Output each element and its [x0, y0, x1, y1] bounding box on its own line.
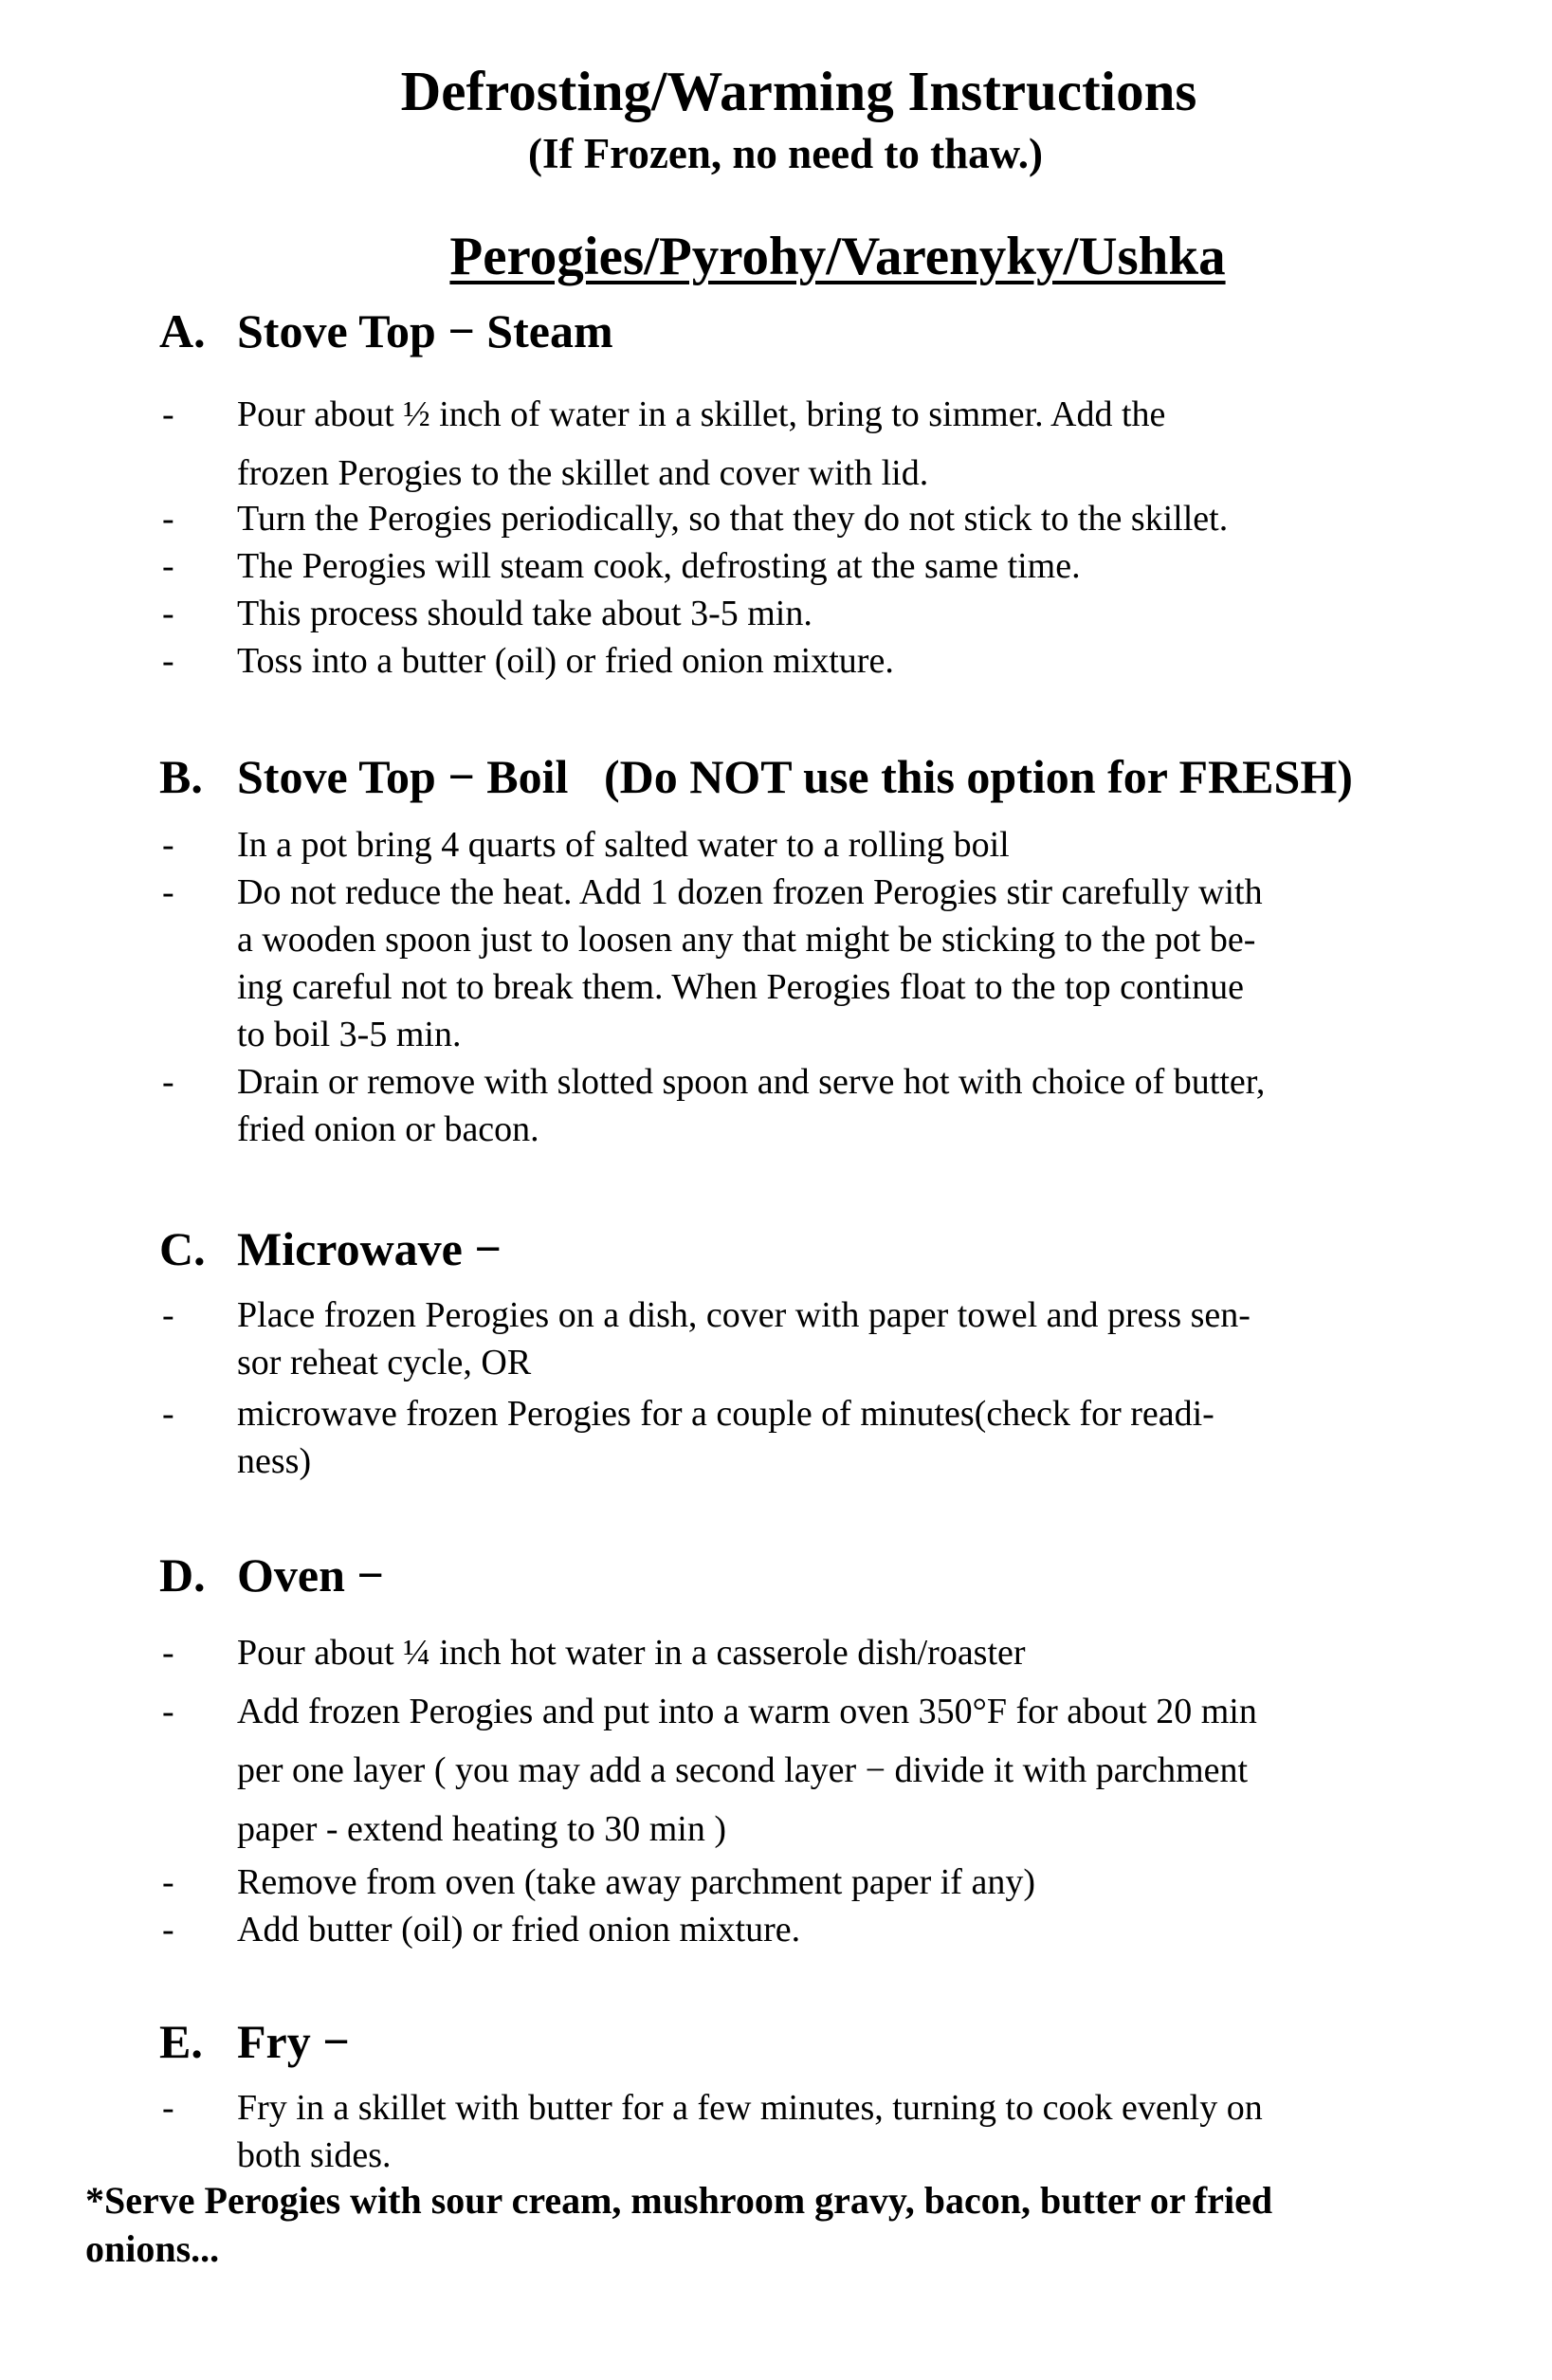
list-item-text: This process should take about 3-5 min.: [237, 594, 813, 633]
list-item-text: sor reheat cycle, OR: [237, 1343, 532, 1382]
list-item-text: Do not reduce the heat. Add 1 dozen frozen Perogies stir carefully with: [237, 872, 1263, 912]
list-item-text: Turn the Perogies periodically, so that they do not stick to the skillet.: [237, 499, 1229, 539]
section-letter: E.: [159, 2015, 203, 2068]
section-e-heading: [159, 2014, 350, 2069]
section-a-heading: [159, 303, 613, 358]
list-item-text: Add butter (oil) or fried onion mixture.: [237, 1910, 801, 1950]
section-letter: D.: [159, 1548, 206, 1602]
list-item-text: In a pot bring 4 quarts of salted water to a rolling boil: [237, 825, 1010, 865]
list-item-text: microwave frozen Perogies for a couple of minutes(check for readi-: [237, 1394, 1214, 1434]
list-item-text: Remove from oven (take away parchment paper if any): [237, 1862, 1035, 1902]
list-item-text: Drain or remove with slotted spoon and serve hot with choice of butter,: [237, 1062, 1266, 1102]
section-b-heading: [159, 749, 1353, 804]
serving-note-line: *Serve Perogies with sour cream, mushroom gravy, bacon, butter or fried: [85, 2179, 1273, 2222]
list-item-text: paper - extend heating to 30 min ): [237, 1809, 727, 1849]
list-item-text: ness): [237, 1441, 312, 1481]
page-subtitle: (If Frozen, no need to thaw.): [528, 130, 1043, 177]
serving-note-line: onions...: [85, 2227, 220, 2270]
section-letter: A.: [159, 304, 206, 357]
list-item-text: a wooden spoon just to loosen any that might be sticking to the pot be-: [237, 920, 1256, 960]
list-item-text: Toss into a butter (oil) or fried onion mixture.: [237, 641, 894, 681]
list-item-text: to boil 3-5 min.: [237, 1015, 462, 1054]
product-title: Perogies/Pyrohy/Varenyky/Ushka: [449, 227, 1226, 286]
section-title: Fry −: [237, 2015, 350, 2068]
section-d-heading: [159, 1547, 384, 1602]
list-item-text: frozen Perogies to the skillet and cover with lid.: [237, 453, 929, 493]
section-title: Oven −: [237, 1548, 384, 1602]
list-item-text: both sides.: [237, 2135, 392, 2175]
list-item-text: Add frozen Perogies and put into a warm oven 350°F for about 20 min: [237, 1692, 1257, 1731]
list-item-text: Place frozen Perogies on a dish, cover with paper towel and press sen-: [237, 1295, 1251, 1335]
section-letter: B.: [159, 750, 203, 803]
list-item-text: fried onion or bacon.: [237, 1109, 539, 1149]
section-c-heading: [159, 1221, 502, 1276]
section-title: Stove Top − Boil (Do NOT use this option for FRESH): [237, 750, 1353, 803]
list-item-text: Pour about ¼ inch hot water in a casserole dish/roaster: [237, 1633, 1026, 1673]
section-letter: C.: [159, 1222, 206, 1275]
section-title: Microwave −: [237, 1222, 502, 1275]
list-item-text: Fry in a skillet with butter for a few minutes, turning to cook evenly on: [237, 2088, 1263, 2128]
list-item-text: ing careful not to break them. When Perogies float to the top continue: [237, 967, 1244, 1007]
list-item-text: per one layer ( you may add a second layer − divide it with parchment: [237, 1750, 1249, 1790]
list-item-text: Pour about ½ inch of water in a skillet, bring to simmer. Add the: [237, 394, 1166, 434]
list-item-text: The Perogies will steam cook, defrosting at the same time.: [237, 546, 1081, 586]
section-title: Stove Top − Steam: [237, 304, 613, 357]
serving-note: [85, 2176, 1272, 2273]
page-title: Defrosting/Warming Instructions: [400, 60, 1197, 122]
